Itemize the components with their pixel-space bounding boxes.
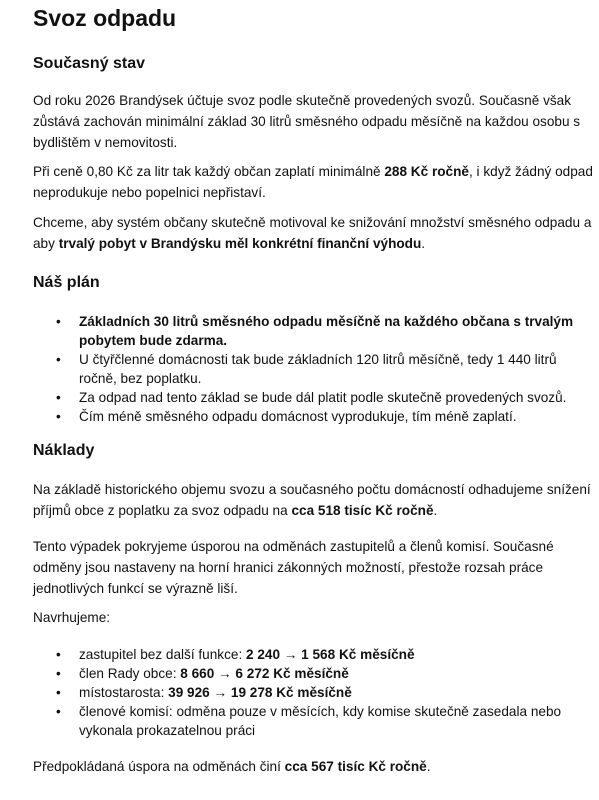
list-item [33, 645, 561, 664]
item-line: Čím méně směsného odpadu domácnost vyprodukuje, tím méně zaplatí. [79, 409, 517, 424]
savings-paragraph [33, 756, 431, 777]
text-line: jednotlivých funkcí se výrazně liší. [33, 581, 238, 596]
list-item [33, 664, 561, 683]
bold-amount: cca 518 tisíc Kč ročně [291, 503, 434, 518]
bold-amount: 2 240 → 1 568 Kč měsíčně [246, 647, 415, 662]
text-line: odměny jsou nastaveny na horní hranici zákonných možností, přestože rozsah práce [33, 560, 544, 575]
section-heading-plan: Náš plán [33, 274, 100, 291]
item-text: členové komisí: odměna pouze v měsících, kdy komise skutečně zasedala nebo [79, 704, 562, 719]
item-text: člen Rady obce: [79, 666, 181, 681]
bold-amount: cca 567 tisíc Kč ročně [284, 759, 427, 774]
list-item [33, 683, 561, 702]
text-segment: aby [33, 236, 59, 251]
proposal-list [33, 645, 561, 740]
current-state-paragraph-3 [33, 212, 591, 254]
text-segment: Předpokládaná úspora na odměnách činí [33, 759, 285, 774]
text-segment: příjmů obce z poplatku za svoz odpadu na [33, 503, 292, 518]
list-item [33, 312, 573, 350]
list-item [33, 702, 561, 740]
text-segment: . [426, 759, 431, 774]
list-item [33, 388, 573, 407]
text-line: zůstává zachován minimální základ 30 litrů směsného odpadu měsíčně na každou osobu s [33, 114, 581, 129]
text-line: Chceme, aby systém občany skutečně motivoval ke snižování množství směsného odpadu a [33, 215, 592, 230]
current-state-paragraph-2 [33, 161, 593, 203]
section-heading-current-state: Současný stav [33, 55, 146, 72]
costs-paragraph-1 [33, 479, 591, 521]
text-line: Od roku 2026 Brandýsek účtuje svoz podle skutečně provedených svozů. Současně však [33, 93, 572, 108]
text-line: neprodukuje nebo popelnici nepřistaví. [33, 185, 266, 200]
proposal-label: Navrhujeme: [33, 610, 111, 625]
bold-item-line: Základních 30 litrů směsného odpadu měsíčně na každého občana s trvalým [79, 314, 574, 329]
item-line: U čtyřčlenné domácnosti tak bude základních 120 litrů měsíčně, tedy 1 440 litrů [79, 352, 557, 367]
item-line: Za odpad nad tento základ se bude dál platit podle skutečně provedených svozů. [79, 390, 567, 405]
costs-paragraph-2 [33, 536, 554, 599]
text-line: Tento výpadek pokryjeme úsporou na odměnách zastupitelů a členů komisí. Současné [33, 539, 554, 554]
text-segment: . [433, 503, 438, 518]
item-text: místostarosta: [79, 685, 169, 700]
bold-amount: 39 926 → 19 278 Kč měsíčně [168, 685, 352, 700]
text-line: Na základě historického objemu svozu a současného počtu domácností odhadujeme snížení [33, 482, 591, 497]
item-text: vykonala prokazatelnou práci [79, 723, 256, 738]
text-line: bydlištěm v nemovitosti. [33, 135, 178, 150]
current-state-paragraph-1 [33, 90, 580, 153]
bold-phrase: trvalý pobyt v Brandýsku měl konkrétní finanční výhodu [58, 236, 422, 251]
text-segment: . [421, 236, 426, 251]
item-line: ročně, bez poplatku. [79, 371, 202, 386]
bold-item-line: pobytem bude zdarma. [79, 333, 228, 348]
text-segment: Při ceně 0,80 Kč za litr tak každý občan zaplatí minimálně [33, 164, 385, 179]
item-text: zastupitel bez další funkce: [79, 647, 246, 662]
section-heading-costs: Náklady [33, 442, 95, 459]
plan-list [33, 312, 573, 426]
text-segment: , i když žádný odpad [468, 164, 593, 179]
page-title: Svoz odpadu [33, 5, 177, 31]
list-item [33, 350, 573, 388]
list-item [33, 407, 573, 426]
bold-amount: 8 660 → 6 272 Kč měsíčně [180, 666, 349, 681]
bold-amount: 288 Kč ročně [384, 164, 469, 179]
